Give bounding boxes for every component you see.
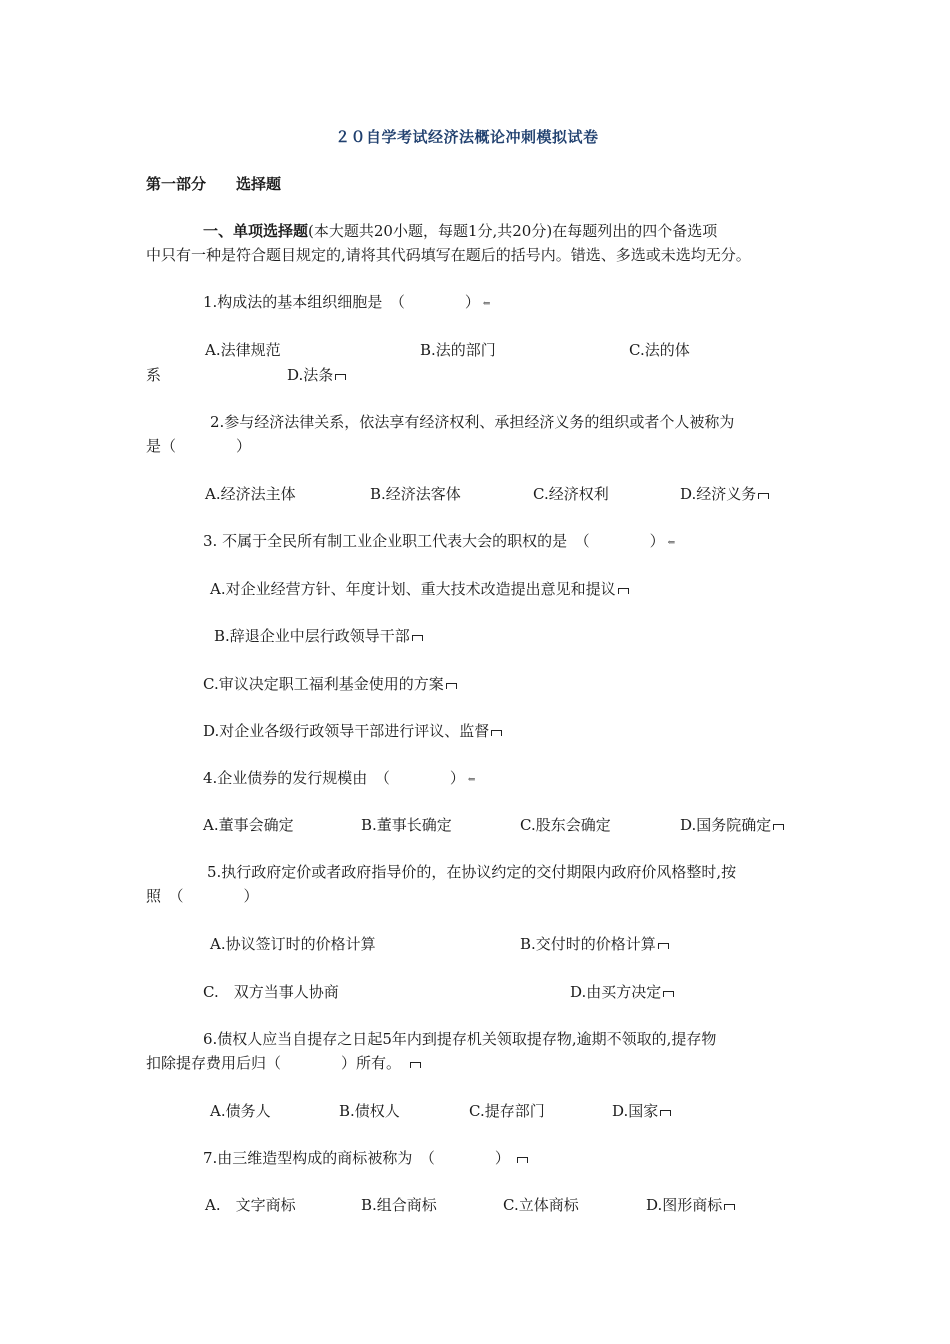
question-4-option-d [680,818,785,833]
instructions-line-1 [203,224,717,239]
part-label: 第一部分 [146,175,207,193]
question-5-option-a: A.协议签订时的价格计算 [210,935,376,953]
question-2-option-c: C.经济权利 [533,485,609,503]
paragraph-mark-icon [723,1202,736,1212]
paragraph-mark-icon: ⇐ [482,299,491,309]
option-text: D.对企业各级行政领导干部进行评议、监督 [203,722,490,740]
question-5-stem-line-1: 5.执行政府定价或者政府指导价的，在协议约定的交付期限内政府价风格整时,按 [207,863,737,881]
question-4-option-c: C.股东会确定 [520,816,611,834]
question-7-text: 7.由三维造型构成的商标被称为 （ ） [203,1149,510,1167]
paragraph-mark-icon: ⇐ [467,775,476,785]
question-6-text: 扣除提存费用后归（ ）所有。 [146,1054,402,1072]
paragraph-mark-icon [409,1060,422,1070]
question-7-option-c: C.立体商标 [503,1196,579,1214]
question-6-option-c: C.提存部门 [469,1102,545,1120]
question-2-stem-line-1: 2.参与经济法律关系，依法享有经济权利、承担经济义务的组织或者个人被称为 [210,413,735,431]
question-1-option-d [287,368,347,383]
question-4-option-b: B.董事长确定 [361,816,452,834]
option-text: D.国家 [612,1102,659,1120]
paragraph-mark-icon [516,1155,529,1165]
question-4-stem [203,771,475,786]
question-7-option-d [646,1198,736,1213]
paragraph-mark-icon [657,941,670,951]
option-text: A.对企业经营方针、年度计划、重大技术改造提出意见和提议 [210,580,616,598]
question-4-text: 4.企业债券的发行规模由 （ ） [203,769,465,787]
paragraph-mark-icon [659,1108,672,1118]
option-text: C.审议决定职工福利基金使用的方案 [203,675,444,693]
paragraph-mark-icon [772,822,785,832]
question-2-option-a: A.经济法主体 [205,485,296,503]
question-3-option-b [214,629,424,644]
instructions-line-2: 中只有一种是符合题目规定的,请将其代码填写在题后的括号内。错选、多选或未选均无分。 [146,246,751,264]
question-5-option-c: C. 双方当事人协商 [203,983,339,1001]
option-text: B.交付时的价格计算 [520,935,656,953]
question-2-stem-line-2: 是（ ） [146,437,252,455]
option-text: D.法条 [287,366,334,384]
question-1-option-b: B.法的部门 [420,341,496,359]
question-1-text: 1.构成法的基本组织细胞是 （ ） [203,293,480,311]
page-title: ２０自学考试经济法概论冲刺模拟试卷 [335,128,599,146]
paragraph-mark-icon [490,728,503,738]
question-3-option-a [210,582,630,597]
paragraph-mark-icon: ⇐ [667,538,676,548]
part-name: 选择题 [236,175,282,193]
question-2-option-d [680,487,770,502]
question-4-option-a: A.董事会确定 [203,816,294,834]
question-1-stem [203,295,490,310]
option-text: D.由买方决定 [570,983,662,1001]
paragraph-mark-icon [411,633,424,643]
option-text: D.国务院确定 [680,816,772,834]
question-3-stem [203,534,675,549]
question-2-option-b: B.经济法客体 [370,485,461,503]
paragraph-mark-icon [445,681,458,691]
paragraph-mark-icon [662,989,675,999]
question-5-option-d [570,985,675,1000]
question-7-stem [203,1151,529,1166]
question-7-option-a: A. 文字商标 [205,1196,296,1214]
question-3-text: 3. 不属于全民所有制工业企业职工代表大会的职权的是 （ ） [203,532,665,550]
question-1-option-c-continued: 系 [146,366,162,384]
question-5-stem-line-2: 照 （ ） [146,887,259,905]
question-6-stem-line-1: 6.债权人应当自提存之日起5年内到提存机关领取提存物,逾期不领取的,提存物 [203,1030,717,1048]
question-6-option-a: A.债务人 [210,1102,271,1120]
paragraph-mark-icon [757,491,770,501]
section-heading: 一、单项选择题 [203,222,309,240]
question-3-option-d [203,724,503,739]
question-1-option-a: A.法律规范 [205,341,281,359]
question-1-option-c: C.法的体 [629,341,690,359]
question-3-option-c [203,677,458,692]
option-text: D.图形商标 [646,1196,723,1214]
question-7-option-b: B.组合商标 [361,1196,437,1214]
question-6-stem-line-2 [146,1056,422,1071]
option-text: D.经济义务 [680,485,757,503]
question-6-option-d [612,1104,672,1119]
paragraph-mark-icon [334,372,347,382]
question-6-option-b: B.债权人 [339,1102,400,1120]
question-5-option-b [520,937,670,952]
option-text: B.辞退企业中层行政领导干部 [214,627,410,645]
paragraph-mark-icon [617,586,630,596]
instructions-text: (本大题共20小题，每题1分,共20分)在每题列出的四个备选项 [308,222,718,240]
